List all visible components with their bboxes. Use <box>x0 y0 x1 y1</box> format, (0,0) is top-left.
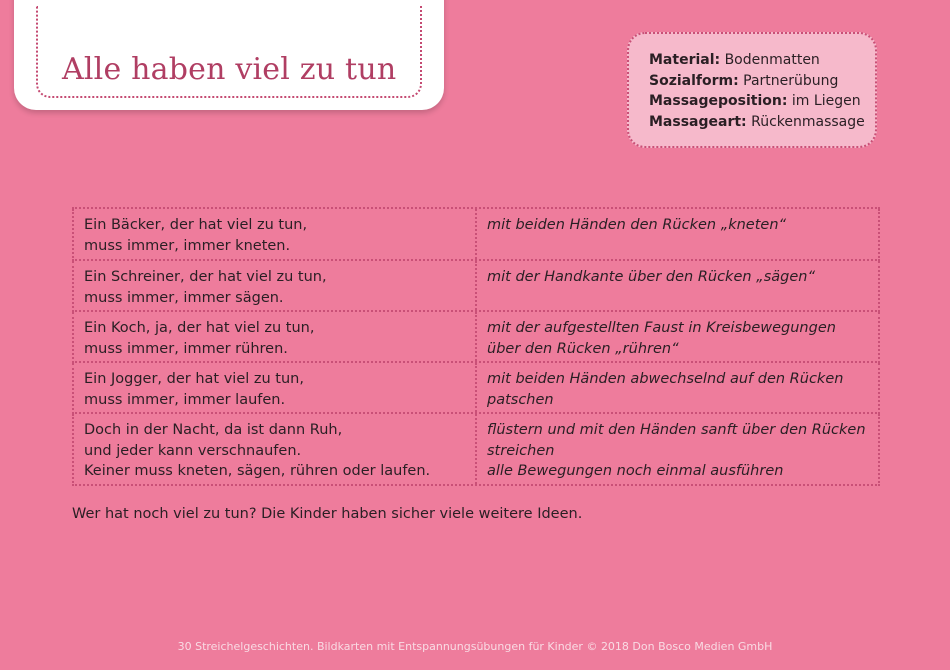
instruction-cell: mit beiden Händen abwechselnd auf den Rücken patschen <box>487 371 844 408</box>
table-row <box>72 312 880 363</box>
table-row <box>72 414 880 486</box>
instruction-cell: mit der aufgestellten Faust in Kreisbewegungen über den Rücken „rühren“ <box>487 320 836 357</box>
info-massageposition: Massageposition: im Liegen <box>649 93 861 109</box>
instruction-cell: mit beiden Händen den Rücken „kneten“ <box>487 217 787 233</box>
title-card <box>14 0 444 110</box>
info-sozialform: Sozialform: Partnerübung <box>649 72 839 89</box>
info-box <box>627 32 877 148</box>
follow-up-question: Wer hat noch viel zu tun? Die Kinder haben sicher viele weitere Ideen. <box>72 506 583 522</box>
verse-cell: Ein Jogger, der hat viel zu tun, muss immer, immer laufen. <box>74 363 477 412</box>
info-material: Material: Bodenmatten <box>649 52 820 68</box>
instruction-cell: flüstern und mit den Händen sanft über den Rücken streichen alle Bewegungen noch einmal ausführen <box>487 422 866 479</box>
table-row <box>72 209 880 261</box>
info-massageart: Massageart: Rückenmassage <box>649 113 865 130</box>
verse-cell: Doch in der Nacht, da ist dann Ruh, und jeder kann verschnaufen. Keiner muss kneten, sägen, rühren oder laufen. <box>74 414 477 484</box>
page-title: Alle haben viel zu tun <box>62 52 397 87</box>
verse-cell: Ein Koch, ja, der hat viel zu tun, muss immer, immer rühren. <box>74 312 477 361</box>
verse-table <box>72 207 880 486</box>
footer-credit: 30 Streichelgeschichten. Bildkarten mit Entspannungsübungen für Kinder © 2018 Don Bosco Medien GmbH <box>177 640 773 653</box>
verse-cell: Ein Schreiner, der hat viel zu tun, muss immer, immer sägen. <box>74 261 477 310</box>
table-row <box>72 363 880 414</box>
verse-cell: Ein Bäcker, der hat viel zu tun, muss immer, immer kneten. <box>74 209 477 259</box>
table-row <box>72 261 880 312</box>
instruction-cell: mit der Handkante über den Rücken „sägen“ <box>487 269 815 285</box>
